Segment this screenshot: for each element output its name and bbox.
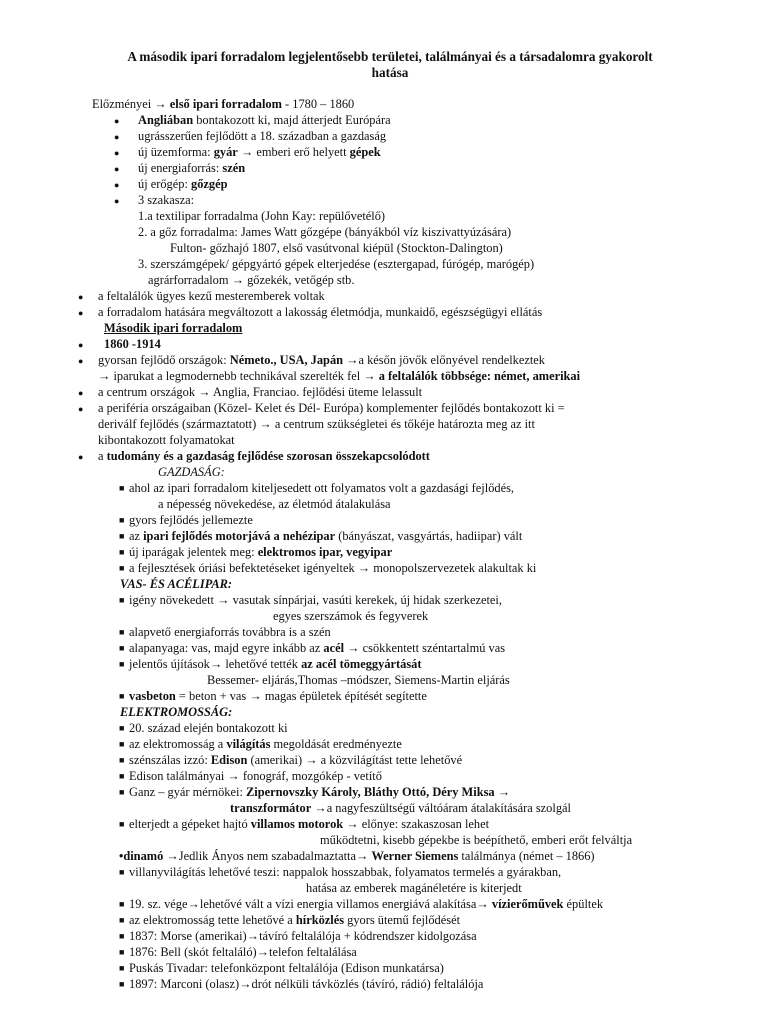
bullet-icon: ■: [119, 643, 125, 653]
list-item: szénszálas izzó: Edison (amerikai) → a közvilágítást tette lehetővé: [129, 753, 463, 767]
text-line: egyes szerszámok és fegyverek: [273, 609, 429, 623]
bullet-icon: ■: [119, 947, 125, 957]
subsection-heading: GAZDASÁG:: [158, 465, 225, 479]
list-item: a fejlesztések óriási befektetéseket igényeltek → monopolszervezetek alakultak ki: [129, 561, 537, 575]
text-line: Előzményei → első ipari forradalom - 1780 – 1860: [92, 97, 355, 111]
bullet-icon: ■: [119, 963, 125, 973]
list-item: 1876: Bell (skót feltaláló)→telefon feltalálása: [129, 945, 357, 959]
list-item: a feltalálók ügyes kezű mesteremberek voltak: [98, 289, 325, 303]
list-item: Angliában bontakozott ki, majd átterjedt Európára: [138, 113, 391, 127]
list-item: gyors fejlődés jellemezte: [129, 513, 253, 527]
bullet-icon: ■: [119, 931, 125, 941]
list-item: alapvető energiaforrás továbbra is a szén: [129, 625, 331, 639]
text-line: működtetni, kisebb gépekbe is beépíthető, emberi erőt felváltja: [320, 833, 633, 847]
list-item: 3 szakasza:: [138, 193, 195, 207]
text-line: 3. szerszámgépek/ gépgyártó gépek elterjedése (esztergapad, fúrógép, marógép): [138, 257, 535, 271]
section-heading: Második ipari forradalom: [104, 321, 243, 335]
list-item: 1897: Marconi (olasz)→drót nélküli távközlés (távíró, rádió) feltalálója: [129, 977, 484, 991]
list-item: új iparágak jelentek meg: elektromos ipar, vegyipar: [129, 545, 393, 559]
bullet-icon: ■: [119, 739, 125, 749]
list-item: 20. század elején bontakozott ki: [129, 721, 288, 735]
list-item: új energiaforrás: szén: [138, 161, 246, 175]
bullet-icon: ■: [119, 787, 125, 797]
bullet-icon: ●: [78, 308, 84, 318]
bullet-icon: ■: [119, 915, 125, 925]
list-item: 19. sz. vége→lehetővé vált a vízi energia villamos energiává alakítása→ vízierőművek épültek: [129, 897, 604, 911]
bullet-icon: ●: [114, 196, 120, 206]
text-line: hatása az emberek magánéletére is kiterjedt: [306, 881, 522, 895]
list-item: az elektromosság a világítás megoldását eredményezte: [129, 737, 402, 751]
list-item: jelentős újítások→ lehetővé tették az acél tömeggyártását: [129, 657, 422, 671]
list-item: új erőgép: gőzgép: [138, 177, 228, 191]
text-line: Bessemer- eljárás,Thomas –módszer, Siemens-Martin eljárás: [207, 673, 510, 687]
text-line: a népesség növekedése, az életmód átalakulása: [158, 497, 391, 511]
list-item: a periféria országaiban (Közel- Kelet és Dél- Európa) komplementer fejlődés bontakozott ki =: [98, 401, 565, 415]
list-item: elterjedt a gépeket hajtó villamos motorok → előnye: szakaszosan lehet: [129, 817, 490, 831]
subsection-heading: VAS- ÉS ACÉLIPAR:: [120, 577, 233, 591]
bullet-icon: ■: [119, 515, 125, 525]
list-item: villanyvilágítás lehetővé teszi: nappalok hosszabbak, folyamatos termelés a gyárakban,: [129, 865, 562, 879]
bullet-icon: ■: [119, 819, 125, 829]
list-item: Puskás Tivadar: telefonközpont feltalálója (Edison munkatársa): [129, 961, 444, 975]
bullet-icon: ■: [119, 627, 125, 637]
bullet-icon: ■: [119, 867, 125, 877]
list-item: •dinamó →Jedlik Ányos nem szabadalmaztatta→ Werner Siemens találmánya (német – 1866): [119, 849, 595, 863]
list-item: ugrásszerűen fejlődött a 18. században a gazdaság: [138, 129, 387, 143]
list-item: Ganz – gyár mérnökei: Zipernovszky Károly, Bláthy Ottó, Déry Miksa →: [129, 785, 511, 799]
bullet-icon: ●: [78, 388, 84, 398]
list-item: vasbeton = beton + vas → magas épületek építését segítette: [129, 689, 427, 703]
list-item: igény növekedett → vasutak sínpárjai, vasúti kerekek, új hidak szerkezetei,: [129, 593, 502, 607]
text-line: Fulton- gőzhajó 1807, első vasútvonal kiépül (Stockton-Dalington): [170, 241, 503, 255]
list-item: 1860 -1914: [104, 337, 161, 351]
bullet-icon: ■: [119, 755, 125, 765]
subsection-heading: ELEKTROMOSSÁG:: [120, 705, 233, 719]
bullet-icon: ■: [119, 563, 125, 573]
bullet-icon: ●: [114, 180, 120, 190]
list-item: a tudomány és a gazdaság fejlődése szorosan összekapcsolódott: [98, 449, 430, 463]
bullet-icon: ●: [114, 116, 120, 126]
list-item: ahol az ipari forradalom kiteljesedett ott folyamatos volt a gazdasági fejlődés,: [129, 481, 515, 495]
list-item: gyorsan fejlődő országok: Németo., USA, Japán →a későn jövők előnyével rendelkeztek: [98, 353, 545, 367]
list-item: az ipari fejlődés motorjává a nehézipar (bányászat, vasgyártás, hadiipar) vált: [129, 529, 523, 543]
bullet-icon: ■: [119, 483, 125, 493]
bullet-icon: ■: [119, 771, 125, 781]
document-title-line-2: hatása: [371, 65, 409, 80]
text-line: agrárforradalom → gőzekék, vetőgép stb.: [148, 273, 355, 287]
bullet-icon: ■: [119, 723, 125, 733]
list-item: 1837: Morse (amerikai)→távíró feltalálója + kódrendszer kidolgozása: [129, 929, 477, 943]
bullet-icon: ●: [114, 164, 120, 174]
bullet-icon: ●: [78, 356, 84, 366]
list-item: alapanyaga: vas, majd egyre inkább az acél → csökkentett széntartalmú vas: [129, 641, 506, 655]
text-line: 1.a textilipar forradalma (John Kay: repülővetélő): [138, 209, 386, 223]
bullet-icon: ■: [119, 531, 125, 541]
bullet-icon: ●: [114, 148, 120, 158]
text-line: deriválf fejlődés (származtatott) → a centrum szükségletei és tőkéje határozta meg az itt: [98, 417, 535, 431]
list-item: a centrum országok → Anglia, Franciao. fejlődési üteme lelassult: [98, 385, 423, 399]
bullet-icon: ●: [114, 132, 120, 142]
text-line: → iparukat a legmodernebb technikával szerelték fel → a feltalálók többsége: német, amerikai: [98, 369, 581, 383]
list-item: a forradalom hatására megváltozott a lakosság életmódja, munkaidő, egészségügyi ellátás: [98, 305, 543, 319]
bullet-icon: ●: [78, 404, 84, 414]
bullet-icon: ●: [78, 452, 84, 462]
bullet-icon: ■: [119, 547, 125, 557]
text-line: kibontakozott folyamatokat: [98, 433, 235, 447]
document-title-line-1: A második ipari forradalom legjelentősebb területei, találmányai és a társadalomra gyakorolt: [127, 49, 653, 64]
list-item: Edison találmányai → fonográf, mozgókép - vetítő: [129, 769, 382, 783]
bullet-icon: ■: [119, 899, 125, 909]
list-item: új üzemforma: gyár → emberi erő helyett gépek: [138, 145, 381, 159]
bullet-icon: ●: [78, 340, 84, 350]
bullet-icon: ■: [119, 595, 125, 605]
text-line: 2. a gőz forradalma: James Watt gőzgépe (bányákból víz kiszivattyúzására): [138, 225, 512, 239]
list-item: az elektromosság tette lehetővé a hírközlés gyors ütemű fejlődését: [129, 913, 461, 927]
bullet-icon: ■: [119, 979, 125, 989]
bullet-icon: ■: [119, 691, 125, 701]
bullet-icon: ■: [119, 659, 125, 669]
text-line: transzformátor →a nagyfeszültségű váltóáram átalakítására szolgál: [230, 801, 571, 815]
bullet-icon: ●: [78, 292, 84, 302]
